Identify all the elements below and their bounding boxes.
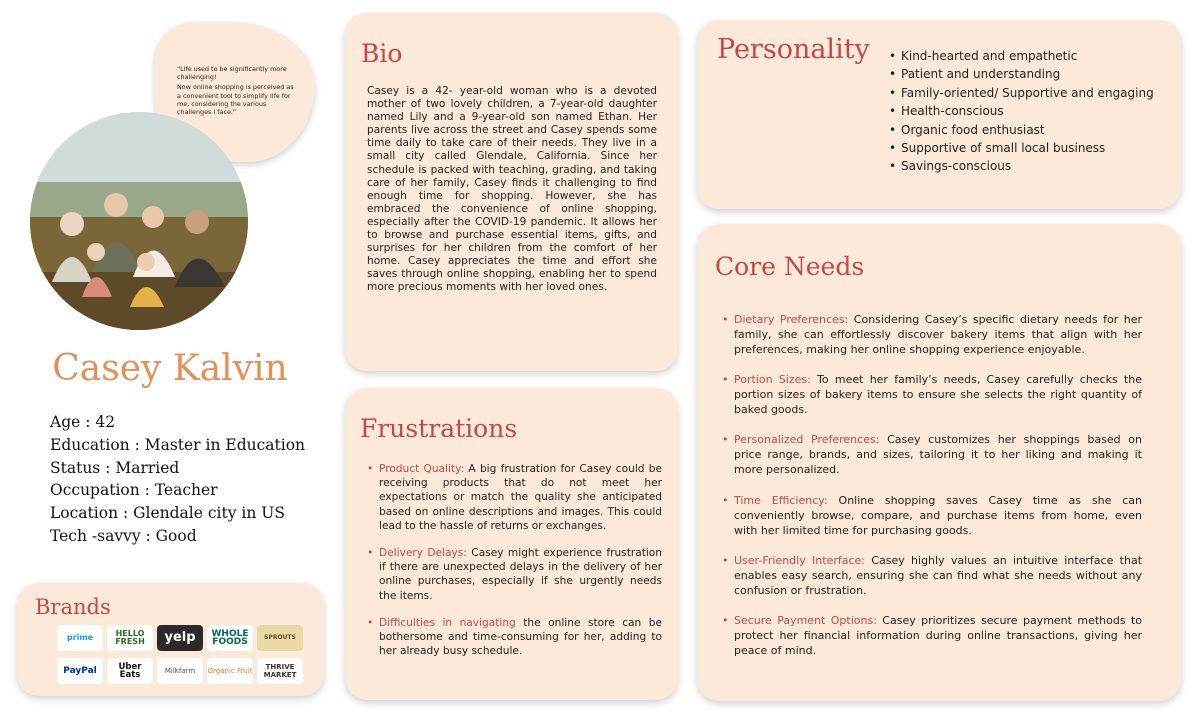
brand-logo [257, 625, 303, 651]
persona-name: Casey Kalvin [52, 348, 288, 389]
bio-text: Casey is a 42- year-old woman who is a devoted mother of two lovely children, a 7-year-old daughter named Lily and a 9-year-old son named Ethan. Her parents live across the street and Casey spends some time daily to take care of their needs. They live in a small city called Glendale, California. Since her schedule is packed with teaching, grading, and taking care of her family, Casey finds it challenging to find enough time for shopping. However, she has embraced the convenience of online shopping, especially after the COVID-19 pandemic. It allows her to browse and purchase essential items, gifts, and surprises for her children from the comfort of her home. Casey appreciates the time and effort she saves through online shopping, enabling her to spend more precious moments with her loved ones. [367, 85, 657, 294]
brand-logo-label: Milkfarm [164, 667, 196, 675]
brand-logo [257, 658, 303, 684]
profile-tech-savvy: Tech -savvy : Good [50, 526, 197, 545]
brand-logo [157, 625, 203, 651]
item-text: Online shopping saves Casey time as she can conveniently browse, compare, and purchase items from home, even with her limited time for purchasing goods. [734, 493, 1142, 537]
list-item: • Patient and understanding [889, 65, 1169, 83]
quote-line-2: Now online shopping is perceived as a convenient tool to simplify life for me, considering the various challenges I face.” [177, 83, 294, 117]
list-item: • Family-oriented/ Supportive and engaging [889, 84, 1169, 102]
brand-logo [207, 658, 253, 684]
core-needs-card [697, 224, 1181, 701]
list-item [722, 613, 1142, 658]
list-item: • Supportive of small local business [889, 139, 1169, 157]
item-text: Casey highly values an intuitive interface that enables easy search, ensuring she can find what she needs without any confusion or frustration. [734, 553, 1143, 597]
brand-logo-label: SPROUTS [264, 634, 296, 641]
core-needs-list [722, 312, 1142, 673]
profile-details [50, 411, 305, 548]
list-item: • Savings-conscious [889, 157, 1169, 175]
brand-logo [107, 658, 153, 684]
brand-logo-label: WHOLE FOODS [211, 629, 249, 647]
profile-occupation: Occupation : Teacher [50, 481, 218, 500]
item-text: Casey prioritizes secure payment methods to protect her financial information during online transactions, giving her peace of mind. [734, 613, 1142, 657]
brand-logo [207, 625, 253, 651]
item-lead: Product Quality: [379, 463, 465, 475]
brand-logo-label: THRIVE MARKET [263, 663, 297, 679]
brand-logo-label: Organic Fruit [207, 667, 253, 675]
list-item [722, 372, 1142, 417]
personality-title: Personality [717, 34, 870, 65]
item-lead: Difficulties in navigating [379, 616, 516, 629]
item-text: Considering Casey’s specific dietary needs for her family, she can effortlessly discover bakery items that align with her preferences, making her online shopping experience enjoyable. [734, 313, 1142, 356]
item-text: the online store can be bothersome and time-consuming for her, adding to her already busy schedule. [379, 616, 662, 658]
profile-status: Status : Married [50, 458, 180, 477]
list-item [722, 553, 1142, 598]
bio-title: Bio [361, 39, 403, 68]
brand-logo-label: yelp [164, 630, 196, 645]
core-needs-title: Core Needs [715, 252, 865, 281]
frustrations-title: Frustrations [360, 414, 518, 443]
brand-logo [57, 658, 103, 684]
list-item: • Kind-hearted and empathetic [889, 47, 1169, 65]
item-lead: Portion Sizes: [734, 373, 811, 387]
brand-logo-label: Uber Eats [118, 662, 142, 680]
frustrations-list [367, 462, 662, 671]
list-item: • Health-conscious [889, 102, 1169, 120]
personality-card [697, 20, 1181, 209]
quote-line-1: “Life used to be significantly more challenging! [177, 65, 287, 82]
item-lead: Secure Payment Options: [734, 613, 877, 627]
profile-education: Education : Master in Education [50, 435, 306, 454]
brand-logo [157, 658, 203, 684]
item-text: Casey customizes her shoppings based on price range, brands, and sizes, tailoring it to her liking and making it more personalized. [734, 433, 1142, 477]
brands-card [17, 583, 324, 696]
item-lead: Delivery Delays: [379, 547, 467, 560]
brand-logo-label: HELLO FRESH [115, 629, 145, 646]
list-item [367, 616, 662, 659]
personality-list [889, 47, 1169, 176]
brand-logo [57, 625, 103, 651]
brand-logo [107, 625, 153, 651]
list-item: • Organic food enthusiast [889, 121, 1169, 139]
family-photo [30, 112, 248, 330]
list-item [367, 462, 662, 533]
quote-text [177, 65, 297, 116]
item-lead: Dietary Preferences: [734, 313, 849, 326]
profile-age: Age : 42 [50, 413, 116, 431]
item-lead: User-Friendly Interface: [734, 553, 865, 567]
item-lead: Personalized Preferences: [734, 433, 880, 447]
frustrations-card [345, 388, 678, 700]
list-item [722, 312, 1142, 357]
brand-logo-label: prime [66, 633, 94, 642]
item-text: To meet her family’s needs, Casey carefully checks the portion sizes of bakery items to ensure she selects the right quantity of baked goods. [734, 373, 1142, 417]
list-item [722, 493, 1142, 538]
item-text: A big frustration for Casey could be receiving products that do not meet her expectations or match the quality she anticipated based on online descriptions and images. This could lead to the hassle of returns or exchanges. [379, 463, 663, 532]
bio-card [345, 13, 678, 371]
brand-logo-label: PayPal [63, 666, 97, 676]
item-text: Casey might experience frustration if there are unexpected delays in the delivery of her online purchases, especially if she urgently needs the items. [379, 547, 662, 602]
profile-location: Location : Glendale city in US [50, 504, 285, 523]
family-photo-illustration [30, 112, 248, 330]
item-lead: Time Efficiency: [734, 493, 828, 507]
list-item [367, 546, 662, 603]
brands-title: Brands [35, 595, 111, 619]
list-item [722, 432, 1142, 477]
